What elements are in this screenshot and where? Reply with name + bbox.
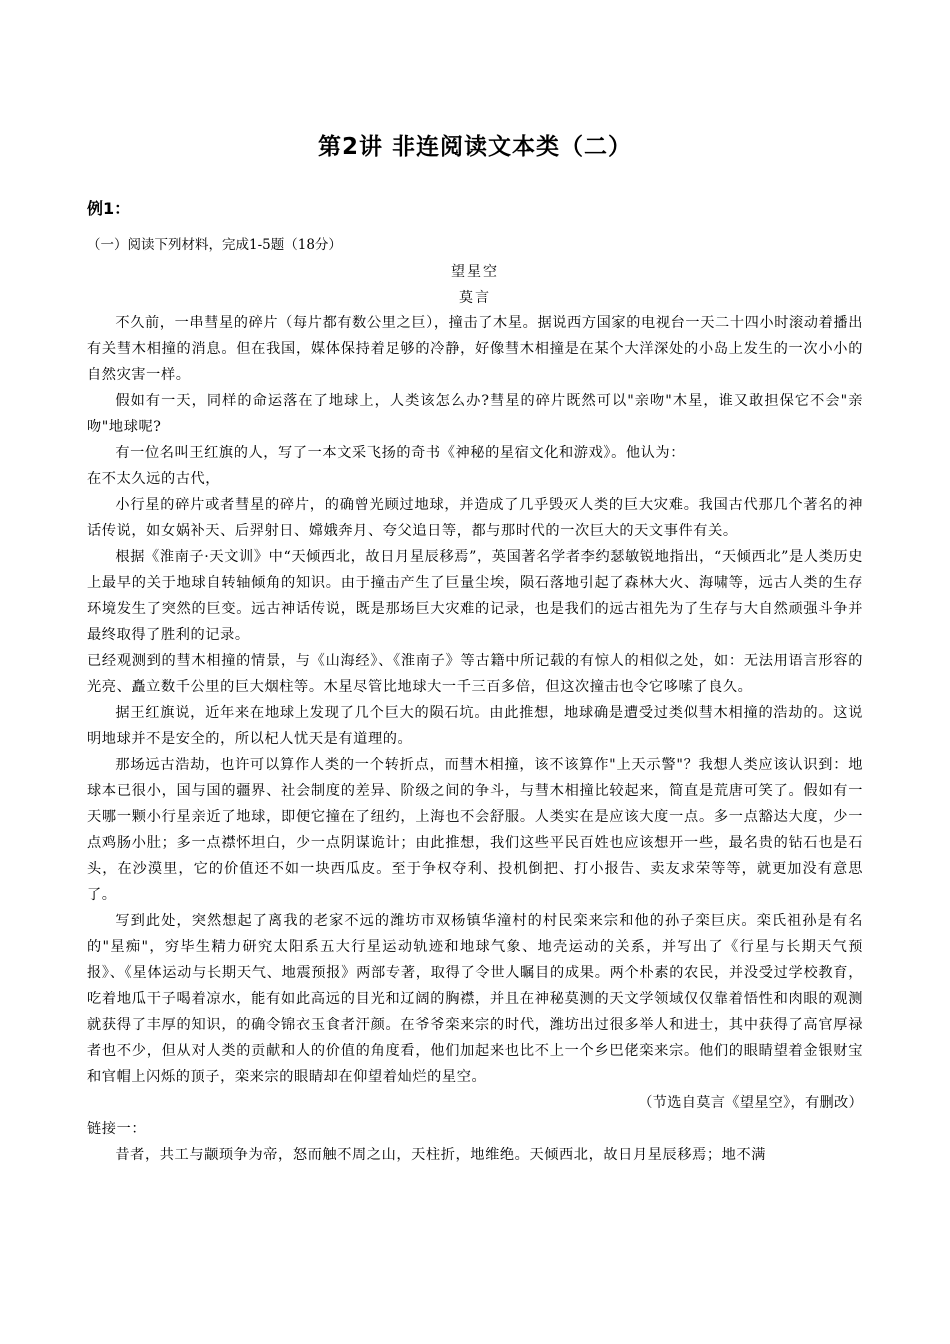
- article-paragraph: 那场远古浩劫，也许可以算作人类的一个转折点，而彗木相撞，该不该算作"上天示警"？我想人类应该认识到：地球本已很小，国与国的疆界、社会制度的差异、阶级之间的争斗，与彗木相撞比较起来，简直是荒唐可笑了。假如有一天哪一颗小行星亲近了地球，即便它撞在了纽约，上海也不会舒服。人类实在是应该大度一点。多一点豁达大度，少一点鸡肠小肚；多一点襟怀坦白，少一点阴谋诡计；由此推想，我们这些平民百姓也应该想开一些，最名贵的钻石也是石头，在沙漠里，它的价值还不如一块西瓜皮。至于争权夺利、投机倒把、打小报告、卖友求荣等等，就更加没有意思了。: [87, 757, 863, 903]
- article-paragraph: 不久前，一串彗星的碎片（每片都有数公里之巨），撞击了木星。据说西方国家的电视台一天二十四小时滚动着播出有关彗木相撞的消息。但在我国，媒体保持着足够的冷静，好像彗木相撞是在某个大洋深处的小岛上发生的一次小小的自然灾害一样。: [87, 315, 863, 383]
- link-label: 链接一：: [87, 1121, 147, 1137]
- article-paragraph: 有一位名叫王红旗的人，写了一本文采飞扬的奇书《神秘的星宿文化和游戏》。他认为：: [115, 445, 686, 461]
- article-paragraph: 小行星的碎片或者彗星的碎片，的确曾光顾过地球，并造成了几乎毁灭人类的巨大灾难。我国古代那几个著名的神话传说，如女娲补天、后羿射日、嫦娥奔月、夸父追日等，都与那时代的一次巨大的天文事件有关。: [87, 497, 863, 539]
- article-paragraph: 已经观测到的彗木相撞的情景，与《山海经》、《淮南子》等古籍中所记载的有惊人的相似之处，如：无法用语言形容的光亮、矗立数千公里的巨大烟柱等。木星尽管比地球大一千三百多倍，但这次撞击也令它哆嗦了良久。: [87, 653, 863, 695]
- example-label: 例1：: [87, 199, 131, 218]
- article-paragraph: 据王红旗说，近年来在地球上发现了几个巨大的陨石坑。由此推想，地球确是遭受过类似彗木相撞的浩劫的。这说明地球并不是安全的，所以杞人忧天是有道理的。: [87, 705, 863, 747]
- link-paragraph: 昔者，共工与颛顼争为帝，怒而触不周之山，天柱折，地维绝。天倾西北，故日月星辰移焉；地不满: [115, 1147, 767, 1163]
- article-paragraph: 在不太久远的古代，: [87, 471, 221, 487]
- article-source: （节选自莫言《望星空》，有删改）: [638, 1095, 863, 1111]
- question-instruction: （一）阅读下列材料，完成1-5题（18分）: [87, 237, 342, 253]
- article-body: [87, 310, 863, 1168]
- article-paragraph: 写到此处，突然想起了离我的老家不远的潍坊市双杨镇华潼村的村民栾来宗和他的孙子栾巨庆。栾氏祖孙是有名的"星痴"，穷毕生精力研究太阳系五大行星运动轨迹和地球气象、地壳运动的关系，并写出了《行星与长期天气预报》、《星体运动与长期天气、地震预报》两部专著，取得了令世人瞩目的成果。两个朴素的农民，并没受过学校教育，吃着地瓜干子喝着凉水，能有如此高远的目光和辽阔的胸襟，并且在神秘莫测的天文学领域仅仅靠着悟性和肉眼的观测就获得了丰厚的知识，的确令锦衣玉食者汗颜。在爷爷栾来宗的时代，潍坊出过很多举人和进士，其中获得了高官厚禄者也不少，但从对人类的贡献和人的价值的角度看，他们加起来也比不上一个乡巴佬栾来宗。他们的眼睛望着金银财宝和官帽上闪烁的顶子，栾来宗的眼睛却在仰望着灿烂的星空。: [87, 913, 863, 1085]
- article-author: 莫言: [459, 290, 491, 306]
- article-paragraph: 假如有一天，同样的命运落在了地球上，人类该怎么办?彗星的碎片既然可以"亲吻"木星，谁又敢担保它不会"亲吻"地球呢?: [87, 393, 863, 435]
- page-title: 第2讲 非连阅读文本类（二）: [317, 134, 632, 160]
- article-paragraph: 根据《淮南子·天文训》中“天倾西北，故日月星辰移焉”，英国著名学者李约瑟敏锐地指出，“天倾西北”是人类历史上最早的关于地球自转轴倾角的知识。由于撞击产生了巨量尘埃，陨石落地引起了森林大火、海啸等，远古人类的生存环境发生了突然的巨变。远古神话传说，既是那场巨大灾难的记录，也是我们的远古祖先为了生存与大自然顽强斗争并最终取得了胜利的记录。: [87, 549, 863, 643]
- article-title: 望星空: [451, 264, 499, 280]
